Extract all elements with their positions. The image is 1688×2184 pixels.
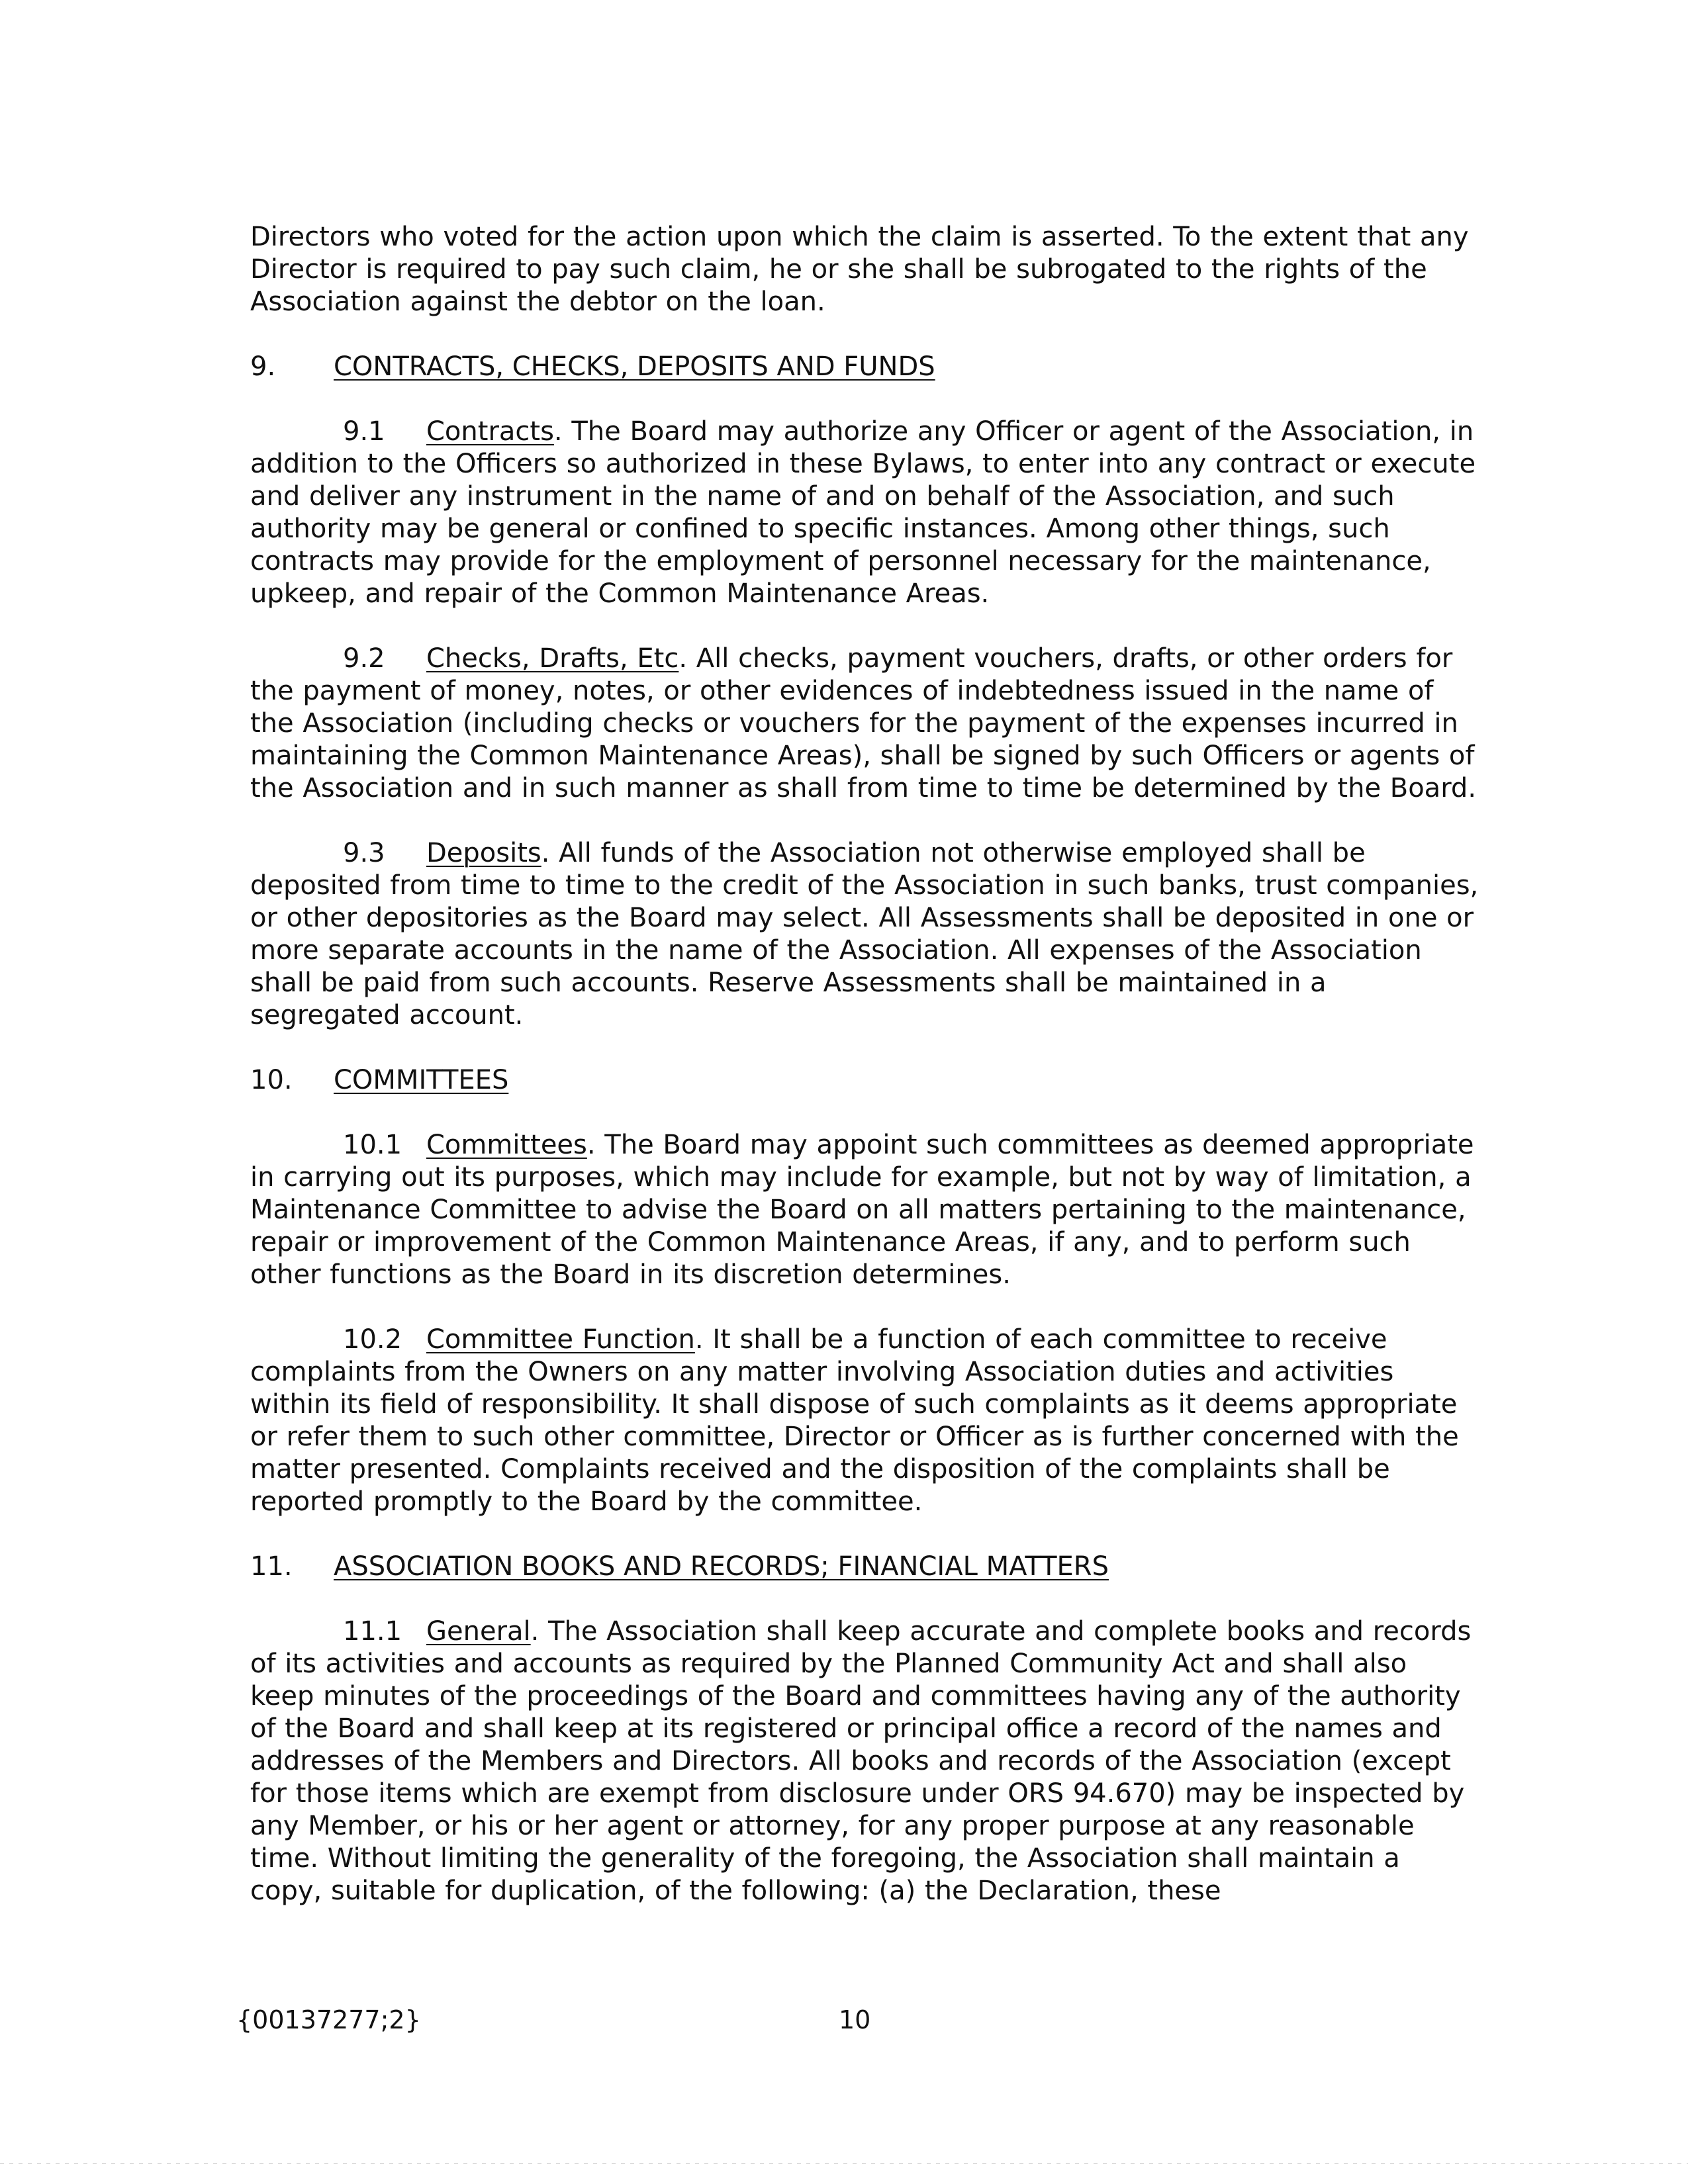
document-body [250, 221, 1479, 1940]
section-title: COMMITTEES [334, 1065, 509, 1095]
subsection-number: 10.2 [343, 1324, 402, 1355]
subsection-number: 10.1 [343, 1130, 402, 1160]
subsection-text: . The Board may authorize any Officer or agent of the Association, in addition to the Officers so authorized in these Bylaws, to enter into any contract or execute and deliver any instrument in the name of and on behalf of the Association, and such authority may be general or confined to specific instances. Among other things, such contracts may provide for the employment of personnel necessary for the maintenance, upkeep, and repair of the Common Maintenance Areas. [250, 416, 1476, 609]
page-number: 10 [839, 2005, 871, 2034]
intro-paragraph [250, 221, 1479, 318]
subsection-number: 11.1 [343, 1616, 402, 1647]
subsection-number: 9.3 [343, 838, 385, 868]
section-9-3-paragraph [250, 837, 1479, 1032]
subsection-text: . The Association shall keep accurate and complete books and records of its activities and accounts as required by the Planned Community Act and shall also keep minutes of the proceedings of the Board and committees having any of the authority of the Board and shall keep at its registered or principal office a record of the names and addresses of the Members and Directors. All books and records of the Association (except for those items which are exempt from disclosure under ORS 94.670) may be inspected by any Member, or his or her agent or attorney, for any proper purpose at any reasonable time. Without limiting the generality of the foregoing, the Association shall maintain a copy, suitable for duplication, of the following: (a) the Declaration, these [250, 1616, 1472, 1906]
subsection-number: 9.1 [343, 416, 385, 447]
section-10-2-paragraph [250, 1324, 1479, 1518]
section-9-heading [250, 351, 1479, 383]
subsection-text: . It shall be a function of each committee to receive complaints from the Owners on any matter involving Association duties and activities within its field of responsibility. It shall dispose of such complaints as it deems appropriate or refer them to such other committee, Director or Officer as is further concerned with the matter presented. Complaints received and the disposition of the complaints shall be reported promptly to the Board by the committee. [250, 1324, 1459, 1517]
section-title: ASSOCIATION BOOKS AND RECORDS; FINANCIAL MATTERS [334, 1551, 1109, 1582]
subsection-title: Committee Function [426, 1324, 695, 1355]
section-number: 10. [250, 1065, 293, 1095]
subsection-title: Deposits [426, 838, 541, 868]
subsection-number: 9.2 [343, 643, 385, 674]
section-9-2-paragraph [250, 643, 1479, 805]
section-10-heading [250, 1064, 1479, 1097]
subsection-text: . All funds of the Association not otherwise employed shall be deposited from time to time to the credit of the Association in such banks, trust companies, or other depositories as the Board may select. All Assessments shall be deposited in one or more separate accounts in the name of the Association. All expenses of the Association shall be paid from such accounts. Reserve Assessments shall be maintained in a segregated account. [250, 838, 1479, 1030]
section-11-1-paragraph [250, 1615, 1479, 1907]
subsection-title: Checks, Drafts, Etc [426, 643, 679, 674]
section-number: 9. [250, 351, 276, 382]
subsection-text: . All checks, payment vouchers, drafts, or other orders for the payment of money, notes, or other evidences of indebtedness issued in the name of the Association (including checks or vouchers for the payment of the expenses incurred in maintaining the Common Maintenance Areas), shall be signed by such Officers or agents of the Association and in such manner as shall from time to time be determined by the Board. [250, 643, 1477, 803]
subsection-title: General [426, 1616, 531, 1647]
subsection-title: Committees [426, 1130, 587, 1160]
section-10-1-paragraph [250, 1129, 1479, 1291]
intro-text: Directors who voted for the action upon which the claim is asserted. To the extent that any Director is required to pay such claim, he or she shall be subrogated to the rights of the Association against the debtor on the loan. [250, 222, 1469, 317]
section-number: 11. [250, 1551, 293, 1582]
scan-artifact-line [0, 2163, 1688, 2164]
subsection-title: Contracts [426, 416, 554, 447]
section-title: CONTRACTS, CHECKS, DEPOSITS AND FUNDS [334, 351, 935, 382]
document-id: {00137277;2} [236, 2005, 421, 2034]
section-11-heading [250, 1551, 1479, 1583]
subsection-text: . The Board may appoint such committees as deemed appropriate in carrying out its purposes, which may include for example, but not by way of limitation, a Maintenance Committee to advise the Board on all matters pertaining to the maintenance, repair or improvement of the Common Maintenance Areas, if any, and to perform such other functions as the Board in its discretion determines. [250, 1130, 1474, 1290]
section-9-1-paragraph [250, 416, 1479, 610]
